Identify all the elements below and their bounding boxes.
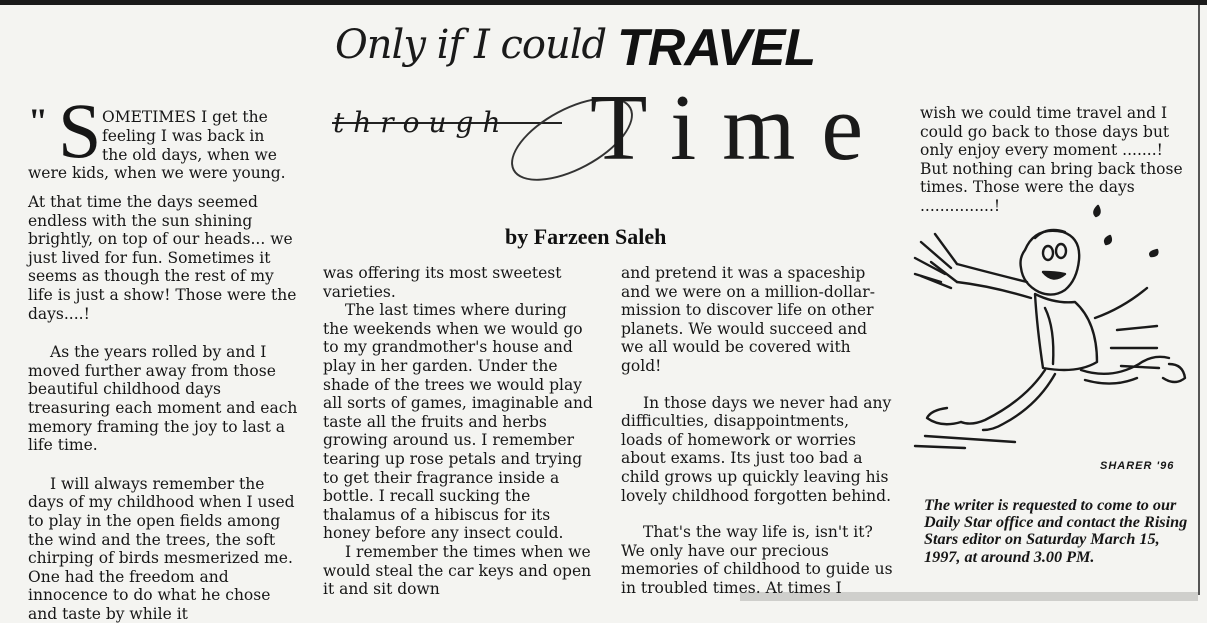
running-boy-cartoon xyxy=(885,198,1200,453)
column-3-paragraph: That's the way life is, isn't it? We only have our precious memories of childhood to guide us in troubled times. At times I xyxy=(621,523,893,597)
column-2-paragraph: The last times where during the weekends when we would go to my grandmother's house and play in her garden. Under the shade of the trees we would play all sorts of games, imaginable and taste all the fruits and herbs growing around us. I remember tearing up rose petals and trying to get their fragrance inside a bottle. I recall sucking the thalamus of a hibiscus for its honey before any insect could. xyxy=(323,301,593,543)
column-3-paragraph: and pretend it was a spaceship and we were on a million-dollar-mission to discover life on other planets. We would succeed and we all would be covered with gold! xyxy=(621,264,875,375)
drop-cap: S xyxy=(58,87,102,174)
headline-part-3: through xyxy=(333,106,510,139)
headline-part-1: Only if I could xyxy=(335,22,607,68)
column-1-paragraph: I will always remember the days of my childhood when I used to play in the open fields among the wind and the trees, the soft chirping of birds mesmerized me. One had the freedom and innocence to do what he chose and taste by while it xyxy=(28,474,295,623)
article-column-1 xyxy=(28,193,298,623)
writer-note: The writer is requested to come to our Daily Star office and contact the Rising Stars editor on Saturday March 15, 1997, at around 3.00 PM. xyxy=(924,496,1188,566)
top-rule xyxy=(0,0,1207,5)
article-column-2 xyxy=(323,264,595,599)
intro-line-1: OMETIMES I get the xyxy=(102,108,268,126)
article-column-3 xyxy=(621,264,893,598)
column-1-paragraph: As the years rolled by and I moved further away from those beautiful childhood days treasuring each moment and each memory framing the joy to last a life time. xyxy=(28,343,298,455)
column-1-paragraph: At that time the days seemed endless with the sun shining brightly, on top of our heads... we just lived for fun. Sometimes it seems as though the rest of my life is just a show! Those were the days....! xyxy=(28,193,297,323)
column-4-paragraph: wish we could time travel and I could go back to those days but only enjoy every moment .......! But nothing can bring back those times. Those were the days ...............! xyxy=(920,104,1183,215)
column-2-paragraph: was offering its most sweetest varieties. xyxy=(323,264,562,301)
byline: by Farzeen Saleh xyxy=(505,224,667,249)
opening-quote-mark: " xyxy=(28,101,48,141)
column-3-paragraph: In those days we never had any difficulties, disappointments, loads of homework or worries about exams. Its just too bad a child grows up quickly leaving his lovely childhood forgotten behind. xyxy=(621,393,892,505)
intro-line-4: were kids, when we were young. xyxy=(28,164,286,182)
headline-part-4: Time xyxy=(590,76,890,180)
intro-line-3: the old days, when we xyxy=(102,146,277,164)
column-2-paragraph: I remember the times when we would steal the car keys and open it and sit down xyxy=(323,542,592,599)
cartoon-signature: SHARER '96 xyxy=(1100,460,1175,472)
intro-line-2: feeling I was back in xyxy=(102,127,265,145)
headline-part-2: TRAVEL xyxy=(617,19,816,77)
